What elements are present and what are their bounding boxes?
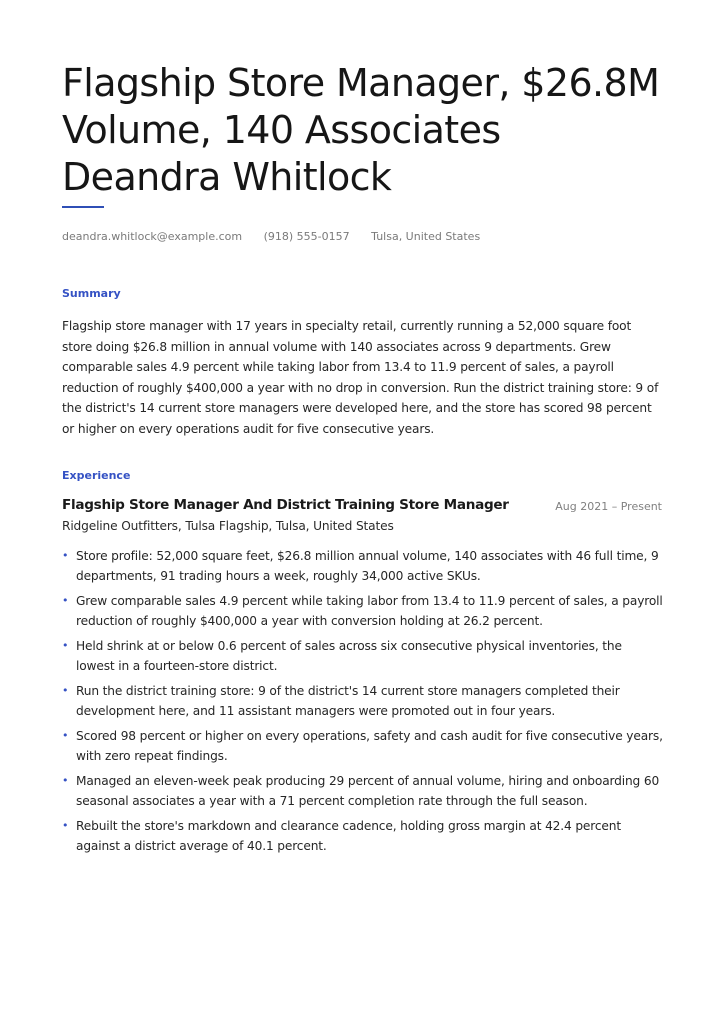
list-item	[62, 591, 664, 632]
job-dates: Aug 2021 – Present	[555, 500, 662, 513]
bullet-icon: •	[62, 819, 69, 832]
bullet-text: Held shrink at or below 0.6 percent of sales across six consecutive physical inventories, the lowest in a fourteen-store district.	[76, 639, 622, 674]
title-line: Volume, 140 Associates	[62, 108, 501, 152]
bullet-text: Run the district training store: 9 of the district's 14 current store managers completed their development here, and 11 assistant managers were promoted out in four years.	[76, 684, 620, 719]
list-item	[62, 636, 664, 677]
bullet-icon: •	[62, 729, 69, 742]
list-item	[62, 546, 664, 587]
bullet-text: Rebuilt the store's markdown and clearance cadence, holding gross margin at 42.4 percent against a district average of 40.1 percent.	[76, 819, 621, 854]
bullet-icon: •	[62, 774, 69, 787]
bullet-icon: •	[62, 594, 69, 607]
bullet-icon: •	[62, 684, 69, 697]
job-bullets	[62, 546, 664, 861]
list-item	[62, 771, 664, 812]
bullet-icon: •	[62, 639, 69, 652]
bullet-text: Store profile: 52,000 square feet, $26.8 million annual volume, 140 associates with 46 full time, 9 departments, 91 trading hours a week, roughly 34,000 active SKUs.	[76, 549, 659, 584]
contact-info	[62, 230, 498, 243]
summary-heading: Summary	[62, 287, 121, 300]
contact-email: deandra.whitlock@example.com	[62, 230, 243, 243]
experience-heading: Experience	[62, 469, 131, 482]
bullet-text: Scored 98 percent or higher on every operations, safety and cash audit for five consecutive years, with zero repeat findings.	[76, 729, 663, 764]
bullet-text: Managed an eleven-week peak producing 29 percent of annual volume, hiring and onboarding 60 seasonal associates a year with a 71 percent completion rate through the full season.	[76, 774, 660, 809]
list-item	[62, 726, 664, 767]
contact-phone: (918) 555-0157	[263, 230, 350, 243]
summary-text: Flagship store manager with 17 years in specialty retail, currently running a 52,000 square foot store doing $26.8 million in annual volume with 140 associates across 9 departments. Grew comparable sales 4.9 percent while taking labor from 13.4 to 11.9 percent of sales, a payroll reduction of roughly $400,000 a year with no drop in conversion. Run the district training store: 9 of the district's 14 current store managers were developed here, and the store has scored 98 percent or higher on every operations audit for five consecutive years.	[62, 319, 659, 436]
list-item	[62, 681, 664, 722]
contact-location: Tulsa, United States	[371, 230, 481, 243]
title-line: Flagship Store Manager, $26.8M	[62, 61, 660, 105]
page-title	[62, 60, 682, 201]
bullet-icon: •	[62, 549, 69, 562]
bullet-text: Grew comparable sales 4.9 percent while taking labor from 13.4 to 11.9 percent of sales, a payroll reduction of roughly $400,000 a year with conversion holding at 26.2 percent.	[76, 594, 663, 629]
job-title: Flagship Store Manager And District Training Store Manager	[62, 497, 509, 513]
candidate-name: Deandra Whitlock	[62, 155, 392, 199]
job-company: Ridgeline Outfitters, Tulsa Flagship, Tulsa, United States	[62, 519, 394, 533]
list-item	[62, 816, 664, 857]
accent-divider	[62, 206, 104, 208]
